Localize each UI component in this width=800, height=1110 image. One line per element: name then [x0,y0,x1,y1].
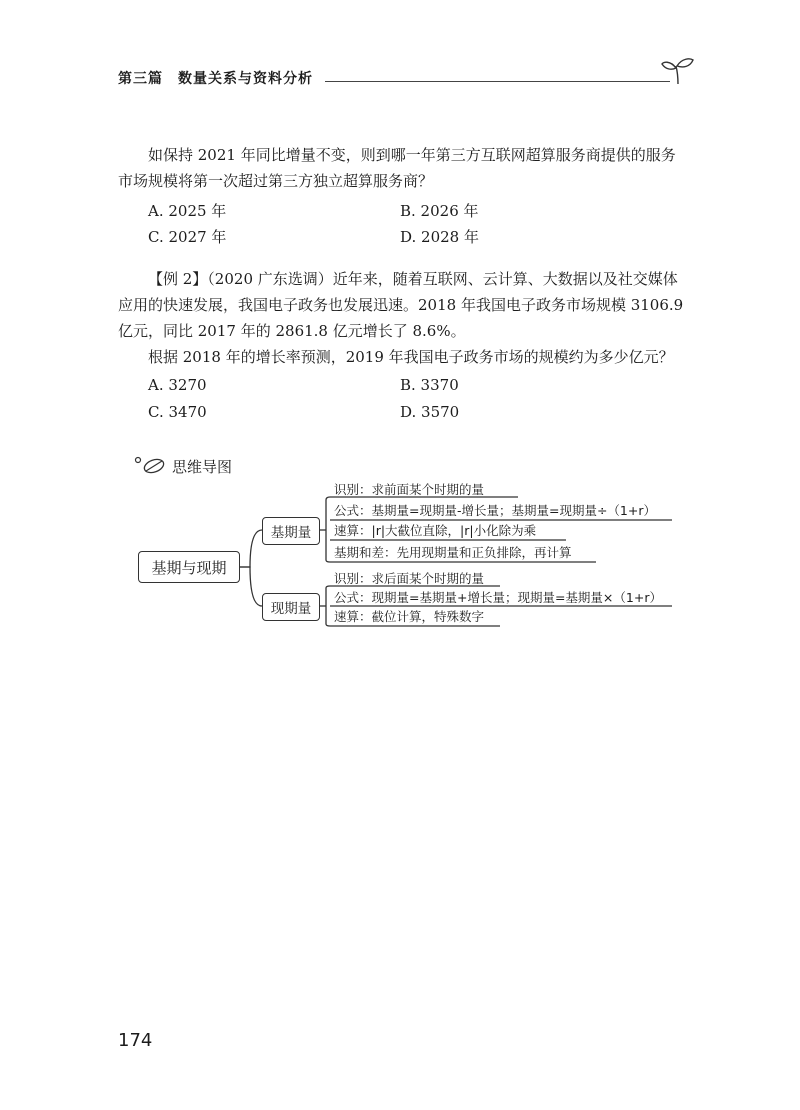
q1-option-b: B. 2026 年 [400,202,479,220]
mindmap-branch-current: 现期量 [262,593,320,621]
header-section: 第三篇 [118,71,163,87]
mindmap-leaf-current-formula: 公式：现期量=基期量+增长量；现期量=基期量×（1+r） [334,590,662,605]
ex2-question: 根据 2018 年的增长率预测，2019 年我国电子政务市场的规模约为多少亿元？ [148,348,674,366]
q1-text-line1: 如保持 2021 年同比增量不变，则到哪一年第三方互联网超算服务商提供的服务 [148,146,676,164]
ex2-option-d: D. 3570 [400,403,460,421]
q1-option-a: A. 2025 年 [148,202,227,220]
ex2-option-b: B. 3370 [400,376,459,394]
q1-option-c: C. 2027 年 [148,228,227,246]
mindmap-leaf-current-quickcalc: 速算：截位计算，特殊数字 [334,609,485,624]
mindmap-leaf-base-identify: 识别：求前面某个时期的量 [334,482,485,497]
page-number: 174 [118,1030,153,1051]
mindmap-heading: 思维导图 [172,458,233,476]
ex2-line1: 【例 2】（2020 广东选调）近年来，随着互联网、云计算、大数据以及社交媒体 [148,270,678,288]
ex2-line2: 应用的快速发展，我国电子政务也发展迅速。2018 年我国电子政务市场规模 3106.9 [118,296,684,314]
header-title: 数量关系与资料分析 [178,71,313,87]
q1-text-line2: 市场规模将第一次超过第三方独立超算服务商？ [118,172,434,190]
q1-option-d: D. 2028 年 [400,228,479,246]
ex2-line3: 亿元，同比 2017 年的 2861.8 亿元增长了 8.6%。 [118,322,466,340]
ex2-option-c: C. 3470 [148,403,207,421]
mindmap-leaf-base-sumdiff: 基期和差：先用现期量和正负排除，再计算 [334,545,572,560]
mindmap-leaf-base-formula: 公式：基期量=现期量-增长量；基期量=现期量÷（1+r） [334,503,656,518]
ex2-option-a: A. 3270 [148,376,207,394]
mindmap-root: 基期与现期 [138,551,240,583]
mindmap-branch-base: 基期量 [262,517,320,545]
mindmap-leaf-current-identify: 识别：求后面某个时期的量 [334,571,485,586]
mindmap-leaf-base-quickcalc: 速算：|r|大截位直除，|r|小化除为乘 [334,523,537,538]
